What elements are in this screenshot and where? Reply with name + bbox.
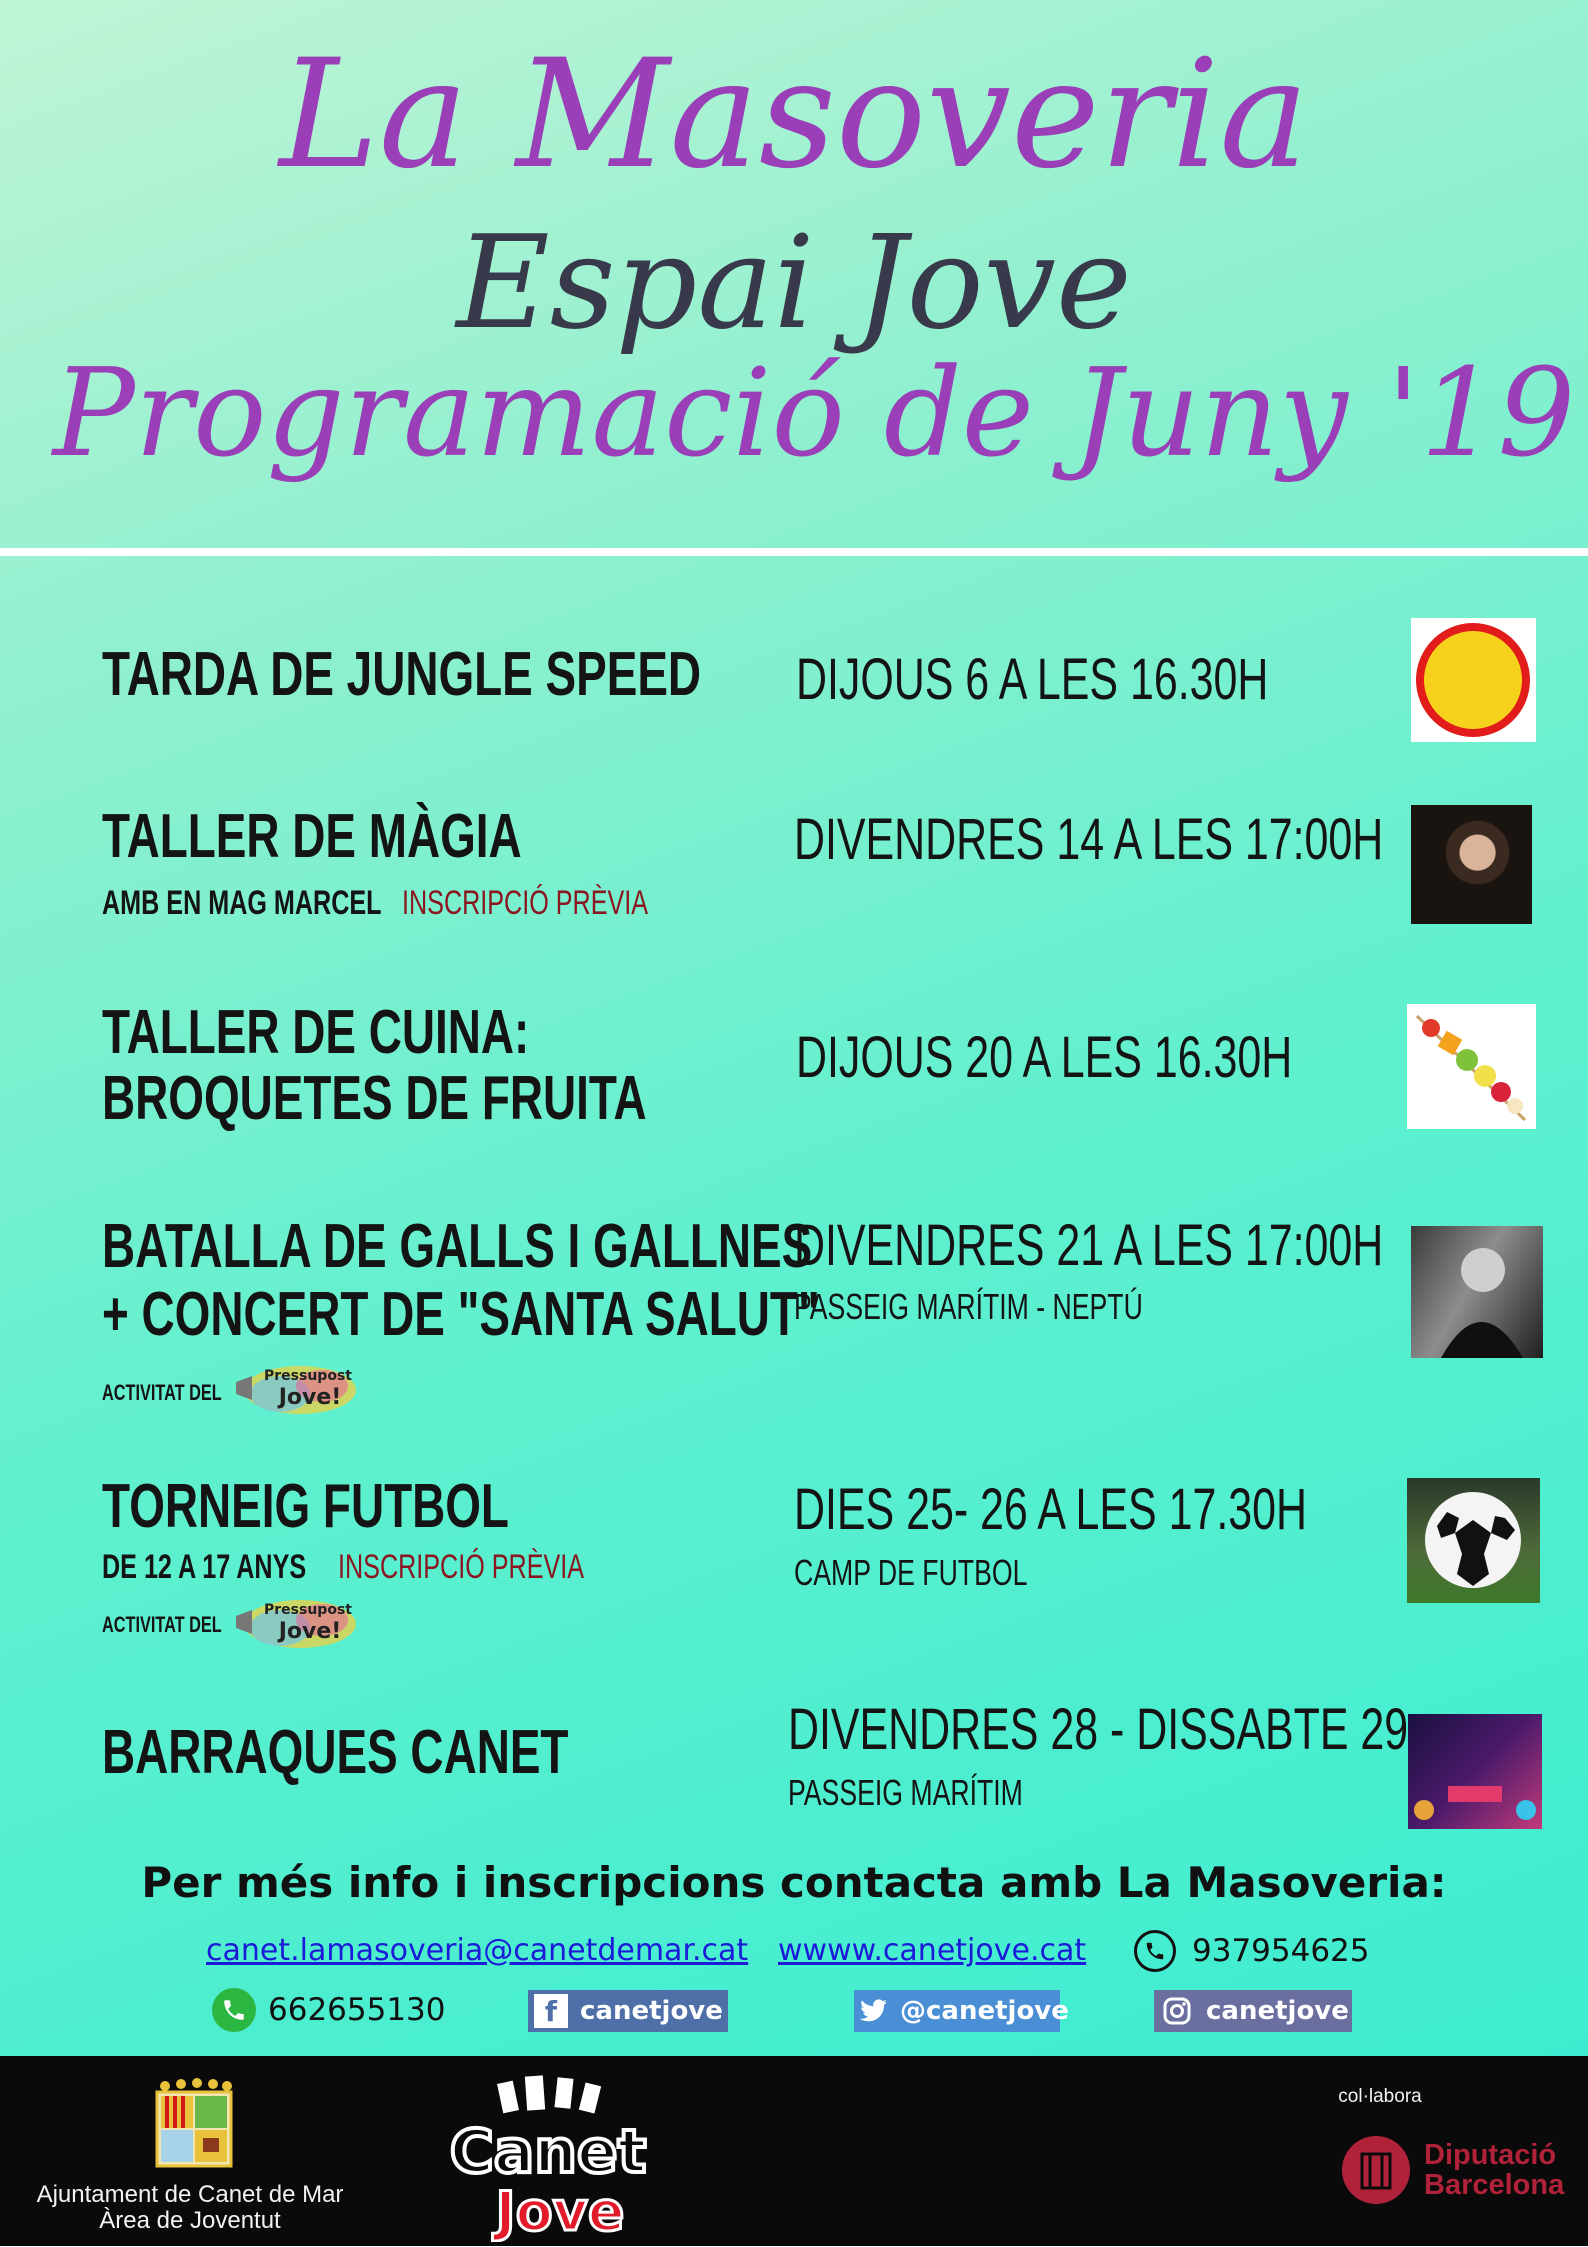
- whatsapp-contact[interactable]: [212, 1988, 446, 2032]
- event-when-jungle-speed: DIJOUS 6 A LES 16.30H: [796, 647, 1269, 712]
- diputacio-line-2: Barcelona: [1424, 2169, 1565, 2201]
- event-title-jungle-speed: TARDA DE JUNGLE SPEED: [102, 640, 702, 709]
- event-sub-futbol: DE 12 A 17 ANYS: [102, 1548, 307, 1586]
- event-title-barraques: BARRAQUES CANET: [102, 1718, 569, 1787]
- jove-logo-text: Jove: [495, 2180, 625, 2242]
- twitter-icon: [860, 1994, 888, 2028]
- facebook-link[interactable]: [528, 1990, 728, 2032]
- web-link[interactable]: wwww.canetjove.cat: [778, 1933, 1087, 1968]
- canet-de-mar-crest: [153, 2078, 235, 2170]
- ajuntament-line-2: Àrea de Joventut: [99, 2207, 281, 2234]
- event-title-cuina-2: BROQUETES DE FRUITA: [102, 1064, 647, 1133]
- event-when-batalla: DIVENDRES 21 A LES 17:00H: [794, 1213, 1384, 1278]
- phone-contact[interactable]: [1134, 1930, 1370, 1972]
- event-title-magia: TALLER DE MÀGIA: [102, 802, 522, 871]
- event-place-batalla: PASSEIG MARÍTIM - NEPTÚ: [794, 1286, 1143, 1327]
- event-activity-batalla: ACTIVITAT DEL: [102, 1380, 222, 1405]
- poster-header: [0, 0, 1588, 548]
- diputacio-seal-icon: [1340, 2134, 1412, 2206]
- instagram-link[interactable]: [1154, 1990, 1352, 2032]
- diputacio-logo: [1340, 2134, 1564, 2206]
- twitter-link[interactable]: [854, 1990, 1069, 2032]
- event-note-futbol: INSCRIPCIÓ PRÈVIA: [338, 1548, 585, 1586]
- header-divider: [0, 548, 1588, 556]
- event-when-magia: DIVENDRES 14 A LES 17:00H: [794, 807, 1384, 872]
- instagram-handle: canetjove: [1206, 1996, 1349, 2026]
- football-photo: [1407, 1478, 1540, 1603]
- contact-heading: Per més info i inscripcions contacta amb La Masoveria:: [141, 1858, 1447, 1907]
- ajuntament-line-1: Ajuntament de Canet de Mar: [36, 2181, 344, 2208]
- pressupost-jove-badge: [230, 1358, 360, 1418]
- badge-text-2: Jove!: [278, 1619, 342, 1644]
- title-la-masoveria: La Masoveria: [279, 28, 1309, 202]
- event-place-barraques: PASSEIG MARÍTIM: [788, 1772, 1023, 1813]
- whatsapp-number: 662655130: [268, 1992, 446, 2028]
- event-title-futbol: TORNEIG FUTBOL: [102, 1472, 509, 1541]
- title-programacio: Programació de Juny '19: [52, 342, 1576, 484]
- event-activity-futbol: ACTIVITAT DEL: [102, 1612, 222, 1637]
- email-link[interactable]: canet.lamasoveria@canetdemar.cat: [206, 1933, 749, 1968]
- pressupost-jove-badge-2: [230, 1592, 360, 1652]
- event-title-batalla-1: BATALLA DE GALLS I GALLNES: [102, 1212, 813, 1281]
- event-title-batalla-2: + CONCERT DE "SANTA SALUT": [102, 1280, 820, 1349]
- singer-photo: [1411, 1226, 1543, 1358]
- diputacio-line-1: Diputació: [1424, 2139, 1557, 2171]
- collabora-label: col·labora: [1338, 2086, 1422, 2107]
- event-place-futbol: CAMP DE FUTBOL: [794, 1552, 1028, 1593]
- magician-photo: [1411, 805, 1532, 924]
- event-note-magia: INSCRIPCIÓ PRÈVIA: [402, 884, 649, 922]
- badge-text-1: Pressupost: [264, 1368, 352, 1384]
- phone-number: 937954625: [1192, 1933, 1370, 1969]
- badge-text-2: Jove!: [278, 1385, 342, 1410]
- jungle-speed-logo: [1411, 618, 1536, 742]
- barraques-poster: [1408, 1714, 1542, 1829]
- event-when-barraques: DIVENDRES 28 - DISSABTE 29: [788, 1697, 1409, 1762]
- instagram-icon: [1160, 1994, 1194, 2028]
- event-when-futbol: DIES 25- 26 A LES 17.30H: [794, 1477, 1307, 1542]
- event-when-cuina: DIJOUS 20 A LES 16.30H: [796, 1025, 1293, 1090]
- canet-logo-text: Canet: [449, 2117, 647, 2187]
- footer: [0, 2056, 1588, 2246]
- fruit-skewer-photo: [1407, 1004, 1536, 1129]
- whatsapp-icon: [212, 1988, 256, 2032]
- canet-jove-logo: [430, 2072, 670, 2242]
- event-title-cuina-1: TALLER DE CUINA:: [102, 998, 530, 1067]
- facebook-handle: canetjove: [580, 1996, 723, 2026]
- ajuntament-label: [30, 2182, 350, 2234]
- phone-icon: [1134, 1930, 1176, 1972]
- title-espai-jove: Espai Jove: [456, 209, 1132, 358]
- twitter-handle: @canetjove: [900, 1996, 1069, 2026]
- event-sub-magia: AMB EN MAG MARCEL: [102, 884, 382, 922]
- facebook-icon: f: [534, 1994, 568, 2028]
- badge-text-1: Pressupost: [264, 1602, 352, 1618]
